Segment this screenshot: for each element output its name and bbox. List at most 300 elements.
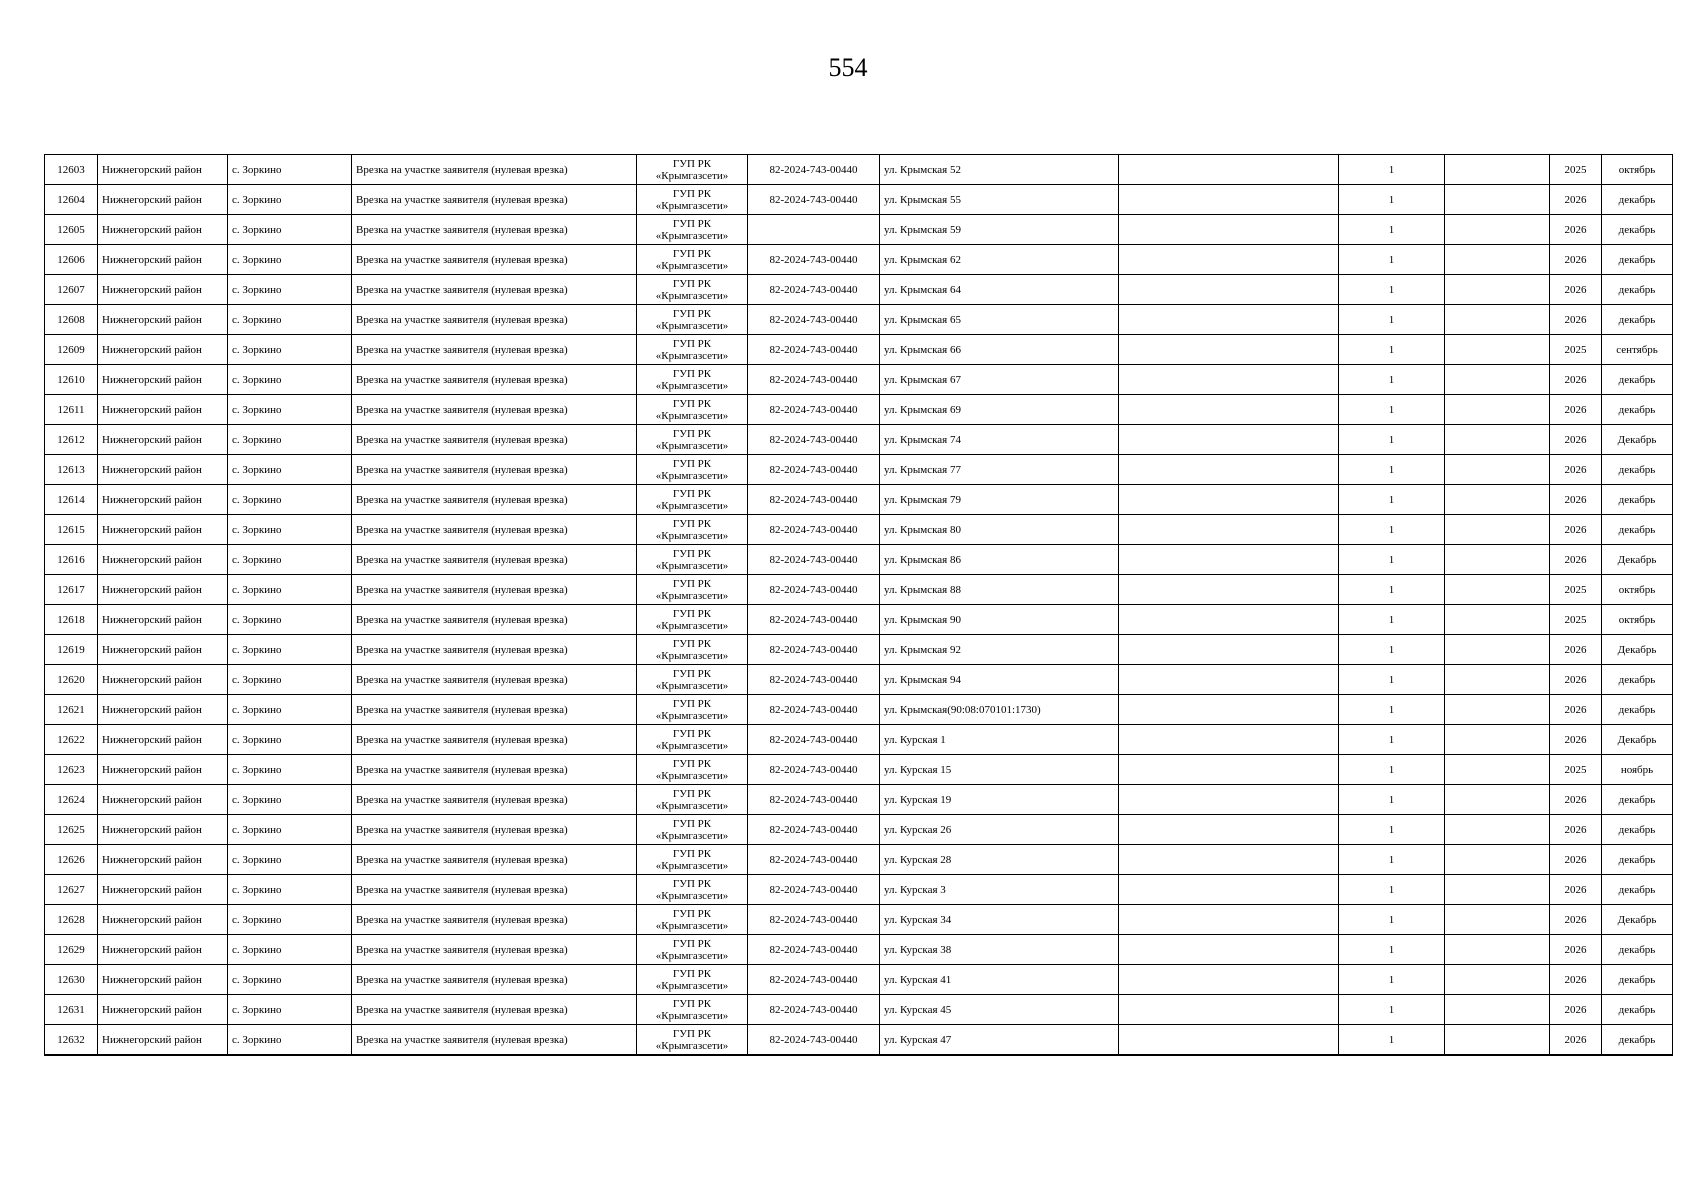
cell-organization: ГУП РК «Крымгазсети» [637, 605, 748, 635]
cell-address: ул. Курская 15 [880, 755, 1119, 785]
cell-work-type: Врезка на участке заявителя (нулевая врезка) [352, 875, 637, 905]
cell-quantity: 1 [1339, 155, 1445, 185]
cell-district: Нижнегорский район [98, 995, 228, 1025]
cell-empty [1119, 575, 1339, 605]
cell-work-type: Врезка на участке заявителя (нулевая врезка) [352, 395, 637, 425]
cell-year: 2026 [1550, 1025, 1602, 1056]
cell-work-type: Врезка на участке заявителя (нулевая врезка) [352, 305, 637, 335]
cell-village: с. Зоркино [228, 995, 352, 1025]
cell-village: с. Зоркино [228, 665, 352, 695]
cell-contract-number: 82-2024-743-00440 [748, 935, 880, 965]
cell-row-number: 12618 [45, 605, 98, 635]
cell-village: с. Зоркино [228, 605, 352, 635]
cell-empty [1119, 665, 1339, 695]
table-row [45, 1025, 1673, 1056]
cell-contract-number: 82-2024-743-00440 [748, 635, 880, 665]
cell-year: 2026 [1550, 725, 1602, 755]
table-row [45, 965, 1673, 995]
cell-work-type: Врезка на участке заявителя (нулевая врезка) [352, 215, 637, 245]
cell-address: ул. Курская 1 [880, 725, 1119, 755]
cell-village: с. Зоркино [228, 725, 352, 755]
cell-district: Нижнегорский район [98, 485, 228, 515]
cell-work-type: Врезка на участке заявителя (нулевая врезка) [352, 425, 637, 455]
table-row [45, 515, 1673, 545]
cell-village: с. Зоркино [228, 275, 352, 305]
table-row [45, 695, 1673, 725]
cell-row-number: 12610 [45, 365, 98, 395]
table-row [45, 275, 1673, 305]
cell-district: Нижнегорский район [98, 815, 228, 845]
table-row [45, 305, 1673, 335]
cell-empty [1445, 545, 1550, 575]
cell-work-type: Врезка на участке заявителя (нулевая врезка) [352, 485, 637, 515]
cell-row-number: 12620 [45, 665, 98, 695]
cell-row-number: 12606 [45, 245, 98, 275]
cell-address: ул. Крымская 74 [880, 425, 1119, 455]
cell-empty [1445, 275, 1550, 305]
table-row [45, 845, 1673, 875]
cell-district: Нижнегорский район [98, 785, 228, 815]
cell-village: с. Зоркино [228, 545, 352, 575]
cell-month: ноябрь [1602, 755, 1673, 785]
cell-empty [1445, 785, 1550, 815]
cell-address: ул. Крымская 77 [880, 455, 1119, 485]
cell-month: декабрь [1602, 845, 1673, 875]
cell-empty [1119, 695, 1339, 725]
cell-empty [1119, 425, 1339, 455]
cell-quantity: 1 [1339, 845, 1445, 875]
cell-contract-number: 82-2024-743-00440 [748, 515, 880, 545]
cell-empty [1445, 995, 1550, 1025]
cell-address: ул. Курская 45 [880, 995, 1119, 1025]
cell-empty [1445, 395, 1550, 425]
cell-contract-number: 82-2024-743-00440 [748, 335, 880, 365]
cell-empty [1119, 755, 1339, 785]
cell-district: Нижнегорский район [98, 185, 228, 215]
cell-month: декабрь [1602, 965, 1673, 995]
cell-quantity: 1 [1339, 185, 1445, 215]
table-row [45, 905, 1673, 935]
cell-empty [1119, 605, 1339, 635]
cell-village: с. Зоркино [228, 755, 352, 785]
cell-empty [1119, 545, 1339, 575]
cell-work-type: Врезка на участке заявителя (нулевая врезка) [352, 335, 637, 365]
cell-work-type: Врезка на участке заявителя (нулевая врезка) [352, 785, 637, 815]
cell-contract-number: 82-2024-743-00440 [748, 485, 880, 515]
cell-address: ул. Курская 38 [880, 935, 1119, 965]
cell-empty [1119, 185, 1339, 215]
cell-work-type: Врезка на участке заявителя (нулевая врезка) [352, 455, 637, 485]
cell-empty [1445, 335, 1550, 365]
cell-work-type: Врезка на участке заявителя (нулевая врезка) [352, 515, 637, 545]
cell-row-number: 12603 [45, 155, 98, 185]
cell-year: 2026 [1550, 935, 1602, 965]
cell-contract-number: 82-2024-743-00440 [748, 785, 880, 815]
cell-empty [1119, 725, 1339, 755]
cell-year: 2026 [1550, 815, 1602, 845]
cell-empty [1445, 305, 1550, 335]
cell-quantity: 1 [1339, 485, 1445, 515]
cell-village: с. Зоркино [228, 785, 352, 815]
cell-district: Нижнегорский район [98, 155, 228, 185]
cell-year: 2026 [1550, 545, 1602, 575]
cell-organization: ГУП РК «Крымгазсети» [637, 545, 748, 575]
cell-year: 2026 [1550, 995, 1602, 1025]
cell-month: Декабрь [1602, 905, 1673, 935]
cell-year: 2026 [1550, 875, 1602, 905]
cell-work-type: Врезка на участке заявителя (нулевая врезка) [352, 725, 637, 755]
cell-empty [1445, 365, 1550, 395]
table-row [45, 485, 1673, 515]
cell-month: октябрь [1602, 575, 1673, 605]
cell-organization: ГУП РК «Крымгазсети» [637, 155, 748, 185]
cell-work-type: Врезка на участке заявителя (нулевая врезка) [352, 845, 637, 875]
cell-empty [1119, 965, 1339, 995]
cell-district: Нижнегорский район [98, 455, 228, 485]
cell-district: Нижнегорский район [98, 515, 228, 545]
cell-row-number: 12631 [45, 995, 98, 1025]
cell-work-type: Врезка на участке заявителя (нулевая врезка) [352, 545, 637, 575]
cell-organization: ГУП РК «Крымгазсети» [637, 755, 748, 785]
cell-empty [1445, 605, 1550, 635]
table-row [45, 365, 1673, 395]
cell-month: декабрь [1602, 215, 1673, 245]
table-row [45, 815, 1673, 845]
cell-work-type: Врезка на участке заявителя (нулевая врезка) [352, 755, 637, 785]
cell-village: с. Зоркино [228, 575, 352, 605]
cell-work-type: Врезка на участке заявителя (нулевая врезка) [352, 185, 637, 215]
table-row [45, 545, 1673, 575]
cell-address: ул. Курская 34 [880, 905, 1119, 935]
cell-organization: ГУП РК «Крымгазсети» [637, 725, 748, 755]
table-row [45, 245, 1673, 275]
cell-organization: ГУП РК «Крымгазсети» [637, 995, 748, 1025]
cell-month: декабрь [1602, 665, 1673, 695]
cell-month: декабрь [1602, 395, 1673, 425]
cell-month: сентябрь [1602, 335, 1673, 365]
cell-quantity: 1 [1339, 725, 1445, 755]
table-row [45, 665, 1673, 695]
cell-quantity: 1 [1339, 965, 1445, 995]
cell-year: 2026 [1550, 275, 1602, 305]
cell-empty [1119, 395, 1339, 425]
cell-empty [1445, 515, 1550, 545]
cell-quantity: 1 [1339, 815, 1445, 845]
cell-month: Декабрь [1602, 545, 1673, 575]
cell-empty [1445, 665, 1550, 695]
cell-quantity: 1 [1339, 635, 1445, 665]
cell-month: декабрь [1602, 485, 1673, 515]
cell-month: Декабрь [1602, 425, 1673, 455]
cell-village: с. Зоркино [228, 395, 352, 425]
table-row [45, 875, 1673, 905]
cell-organization: ГУП РК «Крымгазсети» [637, 305, 748, 335]
cell-district: Нижнегорский район [98, 245, 228, 275]
cell-organization: ГУП РК «Крымгазсети» [637, 815, 748, 845]
cell-village: с. Зоркино [228, 215, 352, 245]
cell-village: с. Зоркино [228, 455, 352, 485]
cell-quantity: 1 [1339, 275, 1445, 305]
cell-year: 2026 [1550, 515, 1602, 545]
cell-district: Нижнегорский район [98, 575, 228, 605]
cell-contract-number: 82-2024-743-00440 [748, 1025, 880, 1056]
table-row [45, 215, 1673, 245]
cell-year: 2025 [1550, 605, 1602, 635]
cell-row-number: 12630 [45, 965, 98, 995]
cell-empty [1445, 1025, 1550, 1056]
cell-empty [1119, 875, 1339, 905]
cell-year: 2026 [1550, 395, 1602, 425]
cell-address: ул. Крымская 64 [880, 275, 1119, 305]
cell-organization: ГУП РК «Крымгазсети» [637, 245, 748, 275]
cell-empty [1445, 215, 1550, 245]
cell-contract-number: 82-2024-743-00440 [748, 545, 880, 575]
cell-contract-number: 82-2024-743-00440 [748, 455, 880, 485]
cell-village: с. Зоркино [228, 365, 352, 395]
cell-contract-number: 82-2024-743-00440 [748, 245, 880, 275]
cell-organization: ГУП РК «Крымгазсети» [637, 365, 748, 395]
cell-year: 2026 [1550, 365, 1602, 395]
cell-district: Нижнегорский район [98, 545, 228, 575]
cell-village: с. Зоркино [228, 965, 352, 995]
cell-address: ул. Курская 3 [880, 875, 1119, 905]
cell-district: Нижнегорский район [98, 275, 228, 305]
cell-empty [1119, 845, 1339, 875]
cell-year: 2025 [1550, 755, 1602, 785]
cell-row-number: 12605 [45, 215, 98, 245]
cell-month: декабрь [1602, 365, 1673, 395]
cell-village: с. Зоркино [228, 1025, 352, 1056]
cell-work-type: Врезка на участке заявителя (нулевая врезка) [352, 275, 637, 305]
cell-quantity: 1 [1339, 695, 1445, 725]
cell-contract-number: 82-2024-743-00440 [748, 875, 880, 905]
cell-address: ул. Курская 26 [880, 815, 1119, 845]
cell-contract-number: 82-2024-743-00440 [748, 365, 880, 395]
cell-quantity: 1 [1339, 365, 1445, 395]
cell-month: октябрь [1602, 155, 1673, 185]
cell-address: ул. Курская 47 [880, 1025, 1119, 1056]
cell-work-type: Врезка на участке заявителя (нулевая врезка) [352, 995, 637, 1025]
cell-address: ул. Курская 41 [880, 965, 1119, 995]
cell-address: ул. Крымская 67 [880, 365, 1119, 395]
cell-empty [1445, 185, 1550, 215]
cell-month: Декабрь [1602, 725, 1673, 755]
cell-empty [1119, 275, 1339, 305]
cell-contract-number: 82-2024-743-00440 [748, 605, 880, 635]
cell-month: декабрь [1602, 245, 1673, 275]
cell-work-type: Врезка на участке заявителя (нулевая врезка) [352, 575, 637, 605]
cell-year: 2026 [1550, 665, 1602, 695]
cell-organization: ГУП РК «Крымгазсети» [637, 575, 748, 605]
cell-village: с. Зоркино [228, 815, 352, 845]
cell-contract-number: 82-2024-743-00440 [748, 575, 880, 605]
cell-address: ул. Крымская 94 [880, 665, 1119, 695]
cell-village: с. Зоркино [228, 425, 352, 455]
cell-organization: ГУП РК «Крымгазсети» [637, 785, 748, 815]
cell-empty [1445, 905, 1550, 935]
cell-month: декабрь [1602, 695, 1673, 725]
cell-row-number: 12632 [45, 1025, 98, 1056]
cell-year: 2026 [1550, 455, 1602, 485]
cell-village: с. Зоркино [228, 335, 352, 365]
table-row [45, 635, 1673, 665]
cell-empty [1445, 245, 1550, 275]
table-row [45, 185, 1673, 215]
table-row [45, 995, 1673, 1025]
cell-year: 2026 [1550, 785, 1602, 815]
cell-empty [1119, 245, 1339, 275]
cell-address: ул. Курская 19 [880, 785, 1119, 815]
cell-organization: ГУП РК «Крымгазсети» [637, 905, 748, 935]
cell-quantity: 1 [1339, 905, 1445, 935]
cell-district: Нижнегорский район [98, 905, 228, 935]
cell-contract-number: 82-2024-743-00440 [748, 425, 880, 455]
cell-empty [1445, 635, 1550, 665]
cell-year: 2026 [1550, 695, 1602, 725]
cell-year: 2026 [1550, 215, 1602, 245]
cell-quantity: 1 [1339, 875, 1445, 905]
cell-year: 2026 [1550, 635, 1602, 665]
table-row [45, 335, 1673, 365]
cell-row-number: 12629 [45, 935, 98, 965]
cell-year: 2026 [1550, 905, 1602, 935]
cell-empty [1445, 485, 1550, 515]
cell-contract-number: 82-2024-743-00440 [748, 275, 880, 305]
cell-organization: ГУП РК «Крымгазсети» [637, 1025, 748, 1056]
cell-empty [1119, 455, 1339, 485]
cell-work-type: Врезка на участке заявителя (нулевая врезка) [352, 935, 637, 965]
cell-organization: ГУП РК «Крымгазсети» [637, 335, 748, 365]
table-row [45, 935, 1673, 965]
cell-organization: ГУП РК «Крымгазсети» [637, 845, 748, 875]
cell-month: декабрь [1602, 815, 1673, 845]
page-number: 554 [828, 53, 868, 82]
cell-month: декабрь [1602, 935, 1673, 965]
cell-empty [1119, 365, 1339, 395]
cell-empty [1445, 575, 1550, 605]
cell-month: декабрь [1602, 785, 1673, 815]
cell-year: 2026 [1550, 425, 1602, 455]
cell-empty [1445, 725, 1550, 755]
cell-quantity: 1 [1339, 515, 1445, 545]
table-row [45, 425, 1673, 455]
cell-quantity: 1 [1339, 395, 1445, 425]
cell-organization: ГУП РК «Крымгазсети» [637, 935, 748, 965]
cell-address: ул. Крымская 79 [880, 485, 1119, 515]
table-body [45, 155, 1673, 1056]
cell-row-number: 12619 [45, 635, 98, 665]
table-row [45, 785, 1673, 815]
cell-village: с. Зоркино [228, 485, 352, 515]
table-row [45, 725, 1673, 755]
cell-row-number: 12608 [45, 305, 98, 335]
cell-district: Нижнегорский район [98, 305, 228, 335]
cell-empty [1119, 1025, 1339, 1056]
cell-quantity: 1 [1339, 305, 1445, 335]
cell-district: Нижнегорский район [98, 1025, 228, 1056]
cell-quantity: 1 [1339, 1025, 1445, 1056]
cell-row-number: 12612 [45, 425, 98, 455]
cell-row-number: 12607 [45, 275, 98, 305]
cell-month: декабрь [1602, 1025, 1673, 1056]
cell-work-type: Врезка на участке заявителя (нулевая врезка) [352, 815, 637, 845]
cell-empty [1445, 845, 1550, 875]
cell-district: Нижнегорский район [98, 635, 228, 665]
cell-row-number: 12617 [45, 575, 98, 605]
cell-work-type: Врезка на участке заявителя (нулевая врезка) [352, 665, 637, 695]
cell-district: Нижнегорский район [98, 965, 228, 995]
cell-organization: ГУП РК «Крымгазсети» [637, 455, 748, 485]
cell-district: Нижнегорский район [98, 845, 228, 875]
cell-village: с. Зоркино [228, 635, 352, 665]
cell-organization: ГУП РК «Крымгазсети» [637, 665, 748, 695]
cell-row-number: 12628 [45, 905, 98, 935]
cell-address: ул. Крымская 62 [880, 245, 1119, 275]
cell-row-number: 12614 [45, 485, 98, 515]
cell-district: Нижнегорский район [98, 215, 228, 245]
cell-empty [1445, 155, 1550, 185]
register-table [44, 154, 1673, 1056]
cell-address: ул. Крымская 86 [880, 545, 1119, 575]
cell-month: декабрь [1602, 305, 1673, 335]
cell-organization: ГУП РК «Крымгазсети» [637, 635, 748, 665]
cell-village: с. Зоркино [228, 695, 352, 725]
cell-month: декабрь [1602, 185, 1673, 215]
cell-empty [1119, 935, 1339, 965]
cell-contract-number [748, 215, 880, 245]
cell-district: Нижнегорский район [98, 365, 228, 395]
cell-row-number: 12626 [45, 845, 98, 875]
cell-quantity: 1 [1339, 755, 1445, 785]
cell-empty [1445, 455, 1550, 485]
cell-village: с. Зоркино [228, 305, 352, 335]
cell-organization: ГУП РК «Крымгазсети» [637, 695, 748, 725]
cell-village: с. Зоркино [228, 875, 352, 905]
cell-contract-number: 82-2024-743-00440 [748, 815, 880, 845]
cell-district: Нижнегорский район [98, 725, 228, 755]
cell-month: декабрь [1602, 515, 1673, 545]
cell-work-type: Врезка на участке заявителя (нулевая врезка) [352, 635, 637, 665]
cell-empty [1445, 875, 1550, 905]
cell-year: 2026 [1550, 305, 1602, 335]
cell-district: Нижнегорский район [98, 605, 228, 635]
cell-month: декабрь [1602, 455, 1673, 485]
cell-address: ул. Крымская 69 [880, 395, 1119, 425]
cell-work-type: Врезка на участке заявителя (нулевая врезка) [352, 1025, 637, 1056]
cell-year: 2026 [1550, 485, 1602, 515]
cell-address: ул. Крымская 80 [880, 515, 1119, 545]
cell-district: Нижнегорский район [98, 425, 228, 455]
cell-quantity: 1 [1339, 335, 1445, 365]
cell-village: с. Зоркино [228, 935, 352, 965]
cell-month: декабрь [1602, 275, 1673, 305]
cell-address: ул. Крымская 90 [880, 605, 1119, 635]
cell-empty [1445, 755, 1550, 785]
cell-district: Нижнегорский район [98, 335, 228, 365]
cell-empty [1119, 335, 1339, 365]
table-row [45, 755, 1673, 785]
cell-empty [1445, 425, 1550, 455]
table-row [45, 155, 1673, 185]
cell-contract-number: 82-2024-743-00440 [748, 305, 880, 335]
cell-month: октябрь [1602, 605, 1673, 635]
table-row [45, 575, 1673, 605]
cell-village: с. Зоркино [228, 155, 352, 185]
cell-empty [1119, 155, 1339, 185]
cell-empty [1445, 695, 1550, 725]
cell-district: Нижнегорский район [98, 875, 228, 905]
cell-row-number: 12624 [45, 785, 98, 815]
